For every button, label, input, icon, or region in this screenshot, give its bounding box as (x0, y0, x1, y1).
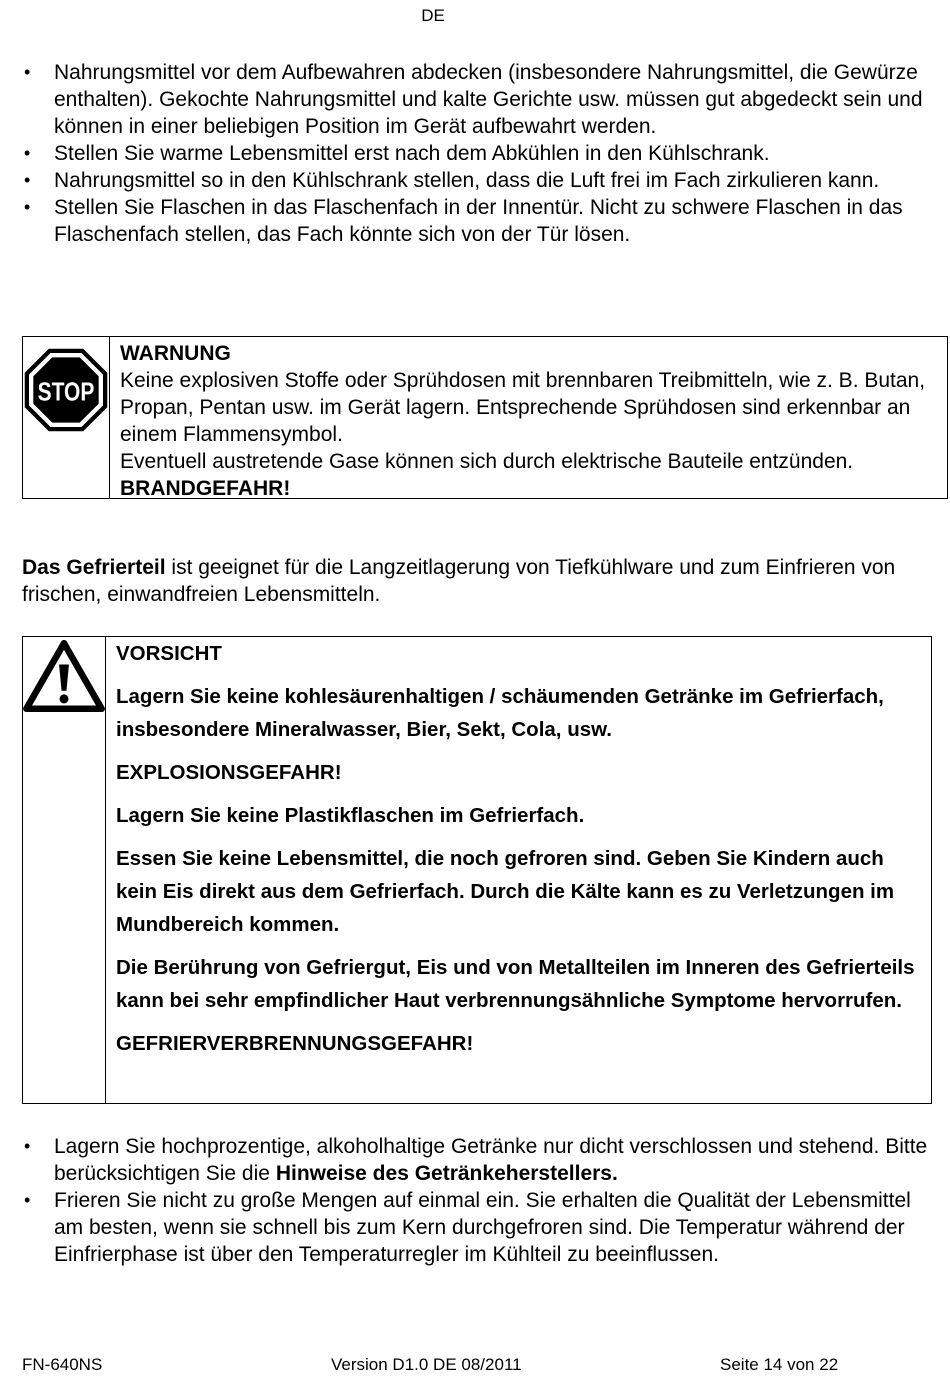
footer-model: FN-640NS (22, 1355, 103, 1374)
bullet-icon: • (24, 1136, 31, 1156)
caution-paragraph: EXPLOSIONSGEFAHR! (116, 761, 342, 784)
freezer-label: Das Gefrierteil (22, 556, 166, 579)
list-item: • Stellen Sie warme Lebensmittel erst nach dem Abkühlen in den Kühlschrank. (24, 142, 770, 165)
caution-title: VORSICHT (116, 642, 222, 665)
warning-icon-cell (23, 337, 110, 498)
bullet-icon: • (24, 197, 31, 217)
warning-text: Keine explosiven Stoffe oder Sprühdosen mit brennbaren Treibmitteln, wie z. B. Butan, Propan, Pentan usw. im Gerät lagern. Entsprechende Sprühdosen sind erkennbar an einem Flammensymbol. (120, 369, 926, 446)
warning-triangle-icon (23, 640, 105, 712)
caution-paragraph: Essen Sie keine Lebensmittel, die noch gefroren sind. Geben Sie Kindern auch kein Eis direkt aus dem Gefrierfach. Durch die Kälte kann es zu Verletzungen im Mundbereich kommen. (116, 847, 895, 936)
freezer-tips-list (22, 1133, 932, 1268)
warning-content (110, 337, 947, 498)
footer-version: Version D1.0 DE 08/2011 (331, 1355, 522, 1374)
freezer-paragraph: Das Gefrierteil ist geeignet für die Langzeitlagerung von Tiefkühlware und zum Einfrieren von frischen, einwandfreien Lebensmitteln. (22, 556, 896, 606)
page-language-header: DE (421, 6, 445, 25)
bullet-icon: • (24, 170, 31, 190)
caution-paragraph: GEFRIERVERBRENNUNGSGEFAHR! (116, 1032, 474, 1055)
storage-tips-list (22, 59, 932, 248)
caution-paragraph: Lagern Sie keine kohlesäurenhaltigen / schäumenden Getränke im Gefrierfach, insbesondere Mineralwasser, Bier, Sekt, Cola, usw. (116, 685, 884, 741)
list-item: • Nahrungsmittel vor dem Aufbewahren abdecken (insbesondere Nahrungsmittel, die Gewürze enthalten). Gekochte Nahrungsmittel und kalte Gerichte usw. müssen gut abgedeckt sein und können in einer beliebigen Position im Gerät aufbewahrt werden. (24, 61, 923, 138)
caution-paragraph: Lagern Sie keine Plastikflaschen im Gefrierfach. (116, 804, 585, 827)
bullet-icon: • (24, 1190, 31, 1210)
list-item: • Lagern Sie hochprozentige, alkoholhaltige Getränke nur dicht verschlossen und stehend. Bitte berücksichtigen Sie die Hinweise des Getränkeherstellers. (24, 1135, 928, 1185)
svg-text:STOP: STOP (37, 378, 95, 407)
warning-box (22, 336, 948, 499)
list-item: • Stellen Sie Flaschen in das Flaschenfach in der Innentür. Nicht zu schwere Flaschen in das Flaschenfach stellen, das Fach könnte sich von der Tür lösen. (24, 196, 903, 246)
warning-text-2: Eventuell austretende Gase können sich durch elektrische Bauteile entzünden. BRANDGEFAHR! (120, 450, 854, 500)
caution-icon-cell (23, 637, 106, 1103)
footer-page-number: Seite 14 von 22 (720, 1355, 839, 1374)
caution-box (22, 636, 932, 1104)
caution-content (106, 637, 931, 1103)
bullet-icon: • (24, 143, 31, 163)
list-item: • Nahrungsmittel so in den Kühlschrank stellen, dass die Luft frei im Fach zirkulieren kann. (24, 169, 880, 192)
bullet-icon: • (24, 62, 31, 82)
list-item: • Frieren Sie nicht zu große Mengen auf einmal ein. Sie erhalten die Qualität der Lebensmittel am besten, wenn sie schnell bis zum Kern durchgefroren sind. Die Temperatur während der Einfrierphase ist über den Temperaturregler im Kühlteil zu beeinflussen. (24, 1189, 911, 1266)
stop-sign-icon (23, 347, 109, 433)
fire-hazard-label: BRANDGEFAHR! (120, 477, 291, 500)
caution-paragraph: Die Berührung von Gefriergut, Eis und von Metallteilen im Inneren des Gefrierteils kann bei sehr empfindlicher Haut verbrennungsähnliche Symptome hervorrufen. (116, 956, 915, 1012)
warning-title: WARNUNG (120, 342, 231, 365)
